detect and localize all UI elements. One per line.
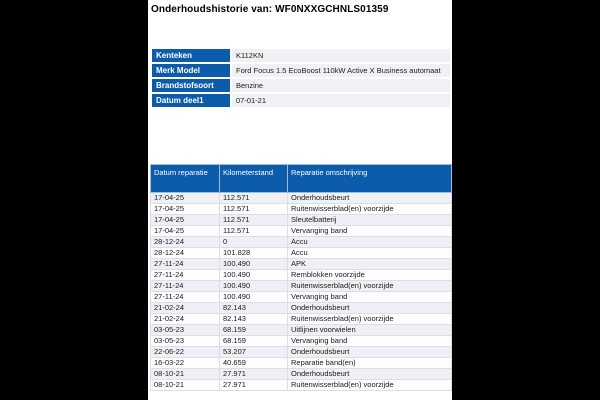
date-cell: 28-12-24 [151, 248, 220, 259]
table-row [151, 204, 452, 215]
table-row [152, 49, 450, 62]
odometer-cell: 27.971 [220, 380, 288, 391]
date-cell: 16-03-22 [151, 358, 220, 369]
table-row [152, 64, 450, 77]
column-header-date: Datum reparatie [151, 165, 220, 193]
description-cell: APK [288, 259, 452, 270]
date-cell: 08-10-21 [151, 380, 220, 391]
description-cell: Uitlijnen voorwielen [288, 325, 452, 336]
odometer-cell: 112.571 [220, 226, 288, 237]
odometer-cell: 100.490 [220, 292, 288, 303]
table-row [151, 292, 452, 303]
date-cell: 28-12-24 [151, 237, 220, 248]
odometer-cell: 82.143 [220, 314, 288, 325]
odometer-cell: 0 [220, 237, 288, 248]
table-row [151, 369, 452, 380]
info-value: K112KN [232, 49, 450, 62]
table-row [151, 314, 452, 325]
table-row [152, 94, 450, 107]
history-table [150, 164, 452, 391]
date-cell: 17-04-25 [151, 226, 220, 237]
date-cell: 21-02-24 [151, 303, 220, 314]
info-value: Ford Focus 1.5 EcoBoost 110kW Active X Business automaat [232, 64, 450, 77]
description-cell: Onderhoudsbeurt [288, 347, 452, 358]
vehicle-info-table [150, 47, 452, 109]
description-cell: Reparatie band(en) [288, 358, 452, 369]
description-cell: Onderhoudsbeurt [288, 303, 452, 314]
table-row [151, 248, 452, 259]
table-row [151, 347, 452, 358]
date-cell: 22-06-22 [151, 347, 220, 358]
odometer-cell: 68.159 [220, 325, 288, 336]
table-row [151, 237, 452, 248]
odometer-cell: 101.828 [220, 248, 288, 259]
date-cell: 08-10-21 [151, 369, 220, 380]
table-row [151, 380, 452, 391]
table-row [151, 215, 452, 226]
description-cell: Accu [288, 248, 452, 259]
odometer-cell: 100.490 [220, 270, 288, 281]
date-cell: 03-05-23 [151, 336, 220, 347]
odometer-cell: 112.571 [220, 193, 288, 204]
table-row [151, 336, 452, 347]
table-row [151, 193, 452, 204]
table-row [151, 259, 452, 270]
description-cell: Vervanging band [288, 292, 452, 303]
date-cell: 17-04-25 [151, 204, 220, 215]
date-cell: 21-02-24 [151, 314, 220, 325]
description-cell: Accu [288, 237, 452, 248]
table-row [151, 281, 452, 292]
info-label: Kenteken [152, 49, 230, 62]
description-cell: Ruitenwisserblad(en) voorzijde [288, 314, 452, 325]
date-cell: 27-11-24 [151, 259, 220, 270]
description-cell: Onderhoudsbeurt [288, 369, 452, 380]
date-cell: 27-11-24 [151, 270, 220, 281]
odometer-cell: 112.571 [220, 204, 288, 215]
table-row [151, 358, 452, 369]
history-table-body [151, 193, 452, 391]
description-cell: Ruitenwisserblad(en) voorzijde [288, 281, 452, 292]
description-cell: Ruitenwisserblad(en) voorzijde [288, 204, 452, 215]
table-row [152, 79, 450, 92]
description-cell: Ruitenwisserblad(en) voorzijde [288, 380, 452, 391]
odometer-cell: 112.571 [220, 215, 288, 226]
table-header-row [151, 165, 452, 193]
date-cell: 27-11-24 [151, 281, 220, 292]
table-row [151, 303, 452, 314]
description-cell: Vervanging band [288, 226, 452, 237]
date-cell: 17-04-25 [151, 215, 220, 226]
date-cell: 27-11-24 [151, 292, 220, 303]
info-label: Brandstofsoort [152, 79, 230, 92]
document-page [148, 0, 452, 400]
description-cell: Sleutelbatterij [288, 215, 452, 226]
description-cell: Remblokken voorzijde [288, 270, 452, 281]
odometer-cell: 40.659 [220, 358, 288, 369]
odometer-cell: 100.490 [220, 281, 288, 292]
odometer-cell: 82.143 [220, 303, 288, 314]
odometer-cell: 100.490 [220, 259, 288, 270]
info-label: Merk Model [152, 64, 230, 77]
info-value: 07-01-21 [232, 94, 450, 107]
description-cell: Onderhoudsbeurt [288, 193, 452, 204]
odometer-cell: 27.971 [220, 369, 288, 380]
info-value: Benzine [232, 79, 450, 92]
table-row [151, 226, 452, 237]
letterbox-left [0, 0, 148, 400]
letterbox-right [452, 0, 600, 400]
date-cell: 03-05-23 [151, 325, 220, 336]
odometer-cell: 53.207 [220, 347, 288, 358]
page-title: Onderhoudshistorie van: WF0NXXGCHNLS01359 [151, 4, 389, 15]
column-header-odometer: Kilometerstand [220, 165, 288, 193]
description-cell: Vervanging band [288, 336, 452, 347]
date-cell: 17-04-25 [151, 193, 220, 204]
table-row [151, 325, 452, 336]
table-row [151, 270, 452, 281]
odometer-cell: 68.159 [220, 336, 288, 347]
column-header-description: Reparatie omschrijving [288, 165, 452, 193]
info-label: Datum deel1 [152, 94, 230, 107]
